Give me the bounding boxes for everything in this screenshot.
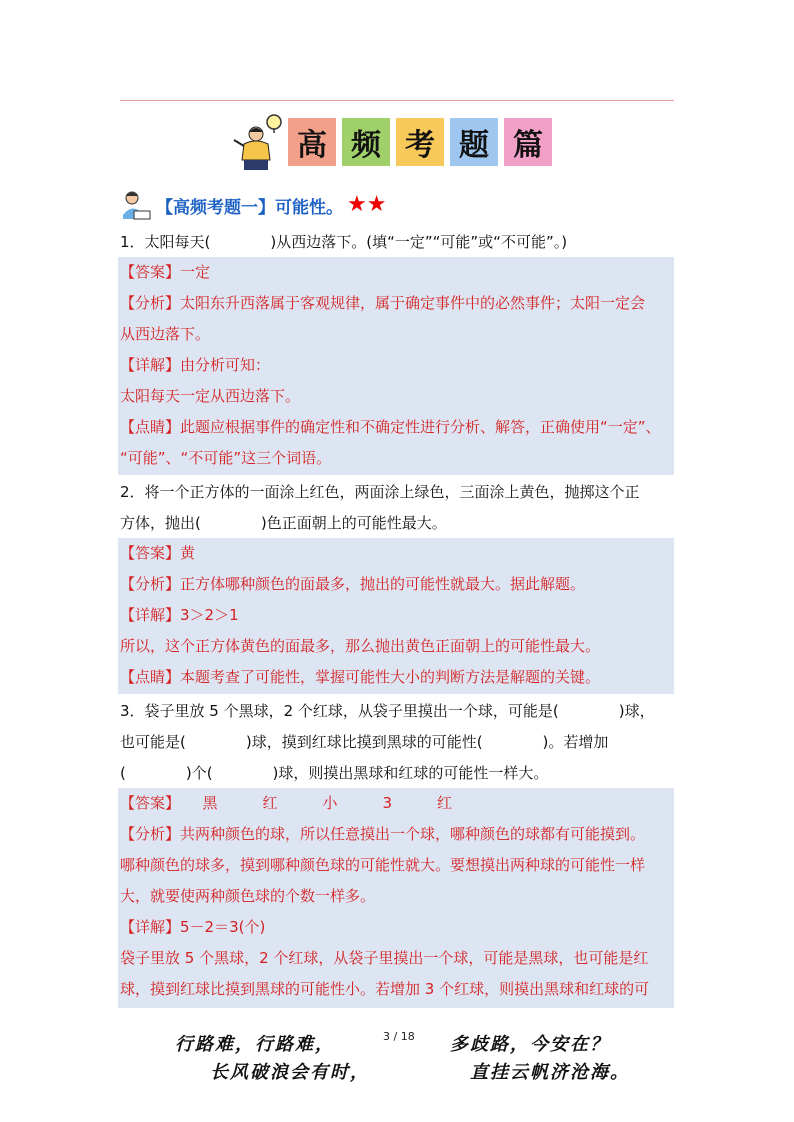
point-line: “可能”、“不可能”这三个词语。: [120, 449, 332, 467]
footer-poem-line: 行路难，行路难，: [175, 1034, 335, 1055]
section-heading: [118, 188, 386, 222]
detail-line: 【详解】由分析可知：: [120, 356, 271, 374]
banner-char: 篇: [504, 118, 552, 166]
detail-line: 【详解】3＞2＞1: [120, 606, 239, 624]
footer-poem-line: 长风破浪会有时，: [210, 1062, 370, 1083]
question-text: 1．太阳每天( )从西边落下。(填“一定”“可能”或“不可能”。): [120, 233, 568, 251]
question-text: 3．袋子里放 5 个黑球，2 个红球，从袋子里摸出一个球，可能是( )球，: [120, 702, 655, 720]
answer-line: 【答案】 黑 红 小 3 红: [120, 794, 453, 812]
section-title: 【高频考题一】可能性。: [156, 197, 343, 218]
point-line: 【点睛】此题应根据事件的确定性和不确定性进行分析、解答，正确使用“一定”、: [120, 418, 661, 436]
point-line: 【点睛】本题考查了可能性，掌握可能性大小的判断方法是解题的关键。: [120, 668, 601, 686]
rating-stars: [347, 194, 386, 216]
top-rule: [120, 100, 674, 101]
question-1: [120, 227, 674, 258]
footer-poem-line: 直挂云帆济沧海。: [470, 1062, 630, 1083]
answer-block-1: [118, 257, 674, 475]
question-text: 也可能是( )球，摸到红球比摸到黑球的可能性( )。若增加: [120, 733, 609, 751]
detail-line: 所以，这个正方体黄色的面最多，那么抛出黄色正面朝上的可能性最大。: [120, 637, 601, 655]
question-text: 方体，抛出( )色正面朝上的可能性最大。: [120, 514, 447, 532]
question-text: 2．将一个正方体的一面涂上红色，两面涂上绿色，三面涂上黄色，抛掷这个正: [120, 483, 640, 501]
question-text: ( )个( )球，则摸出黑球和红球的可能性一样大。: [120, 764, 549, 782]
banner-char: 高: [288, 118, 336, 166]
analysis-line: 【分析】共两种颜色的球，所以任意摸出一个球，哪种颜色的球都有可能摸到。: [120, 825, 646, 843]
question-3: [120, 696, 674, 789]
analysis-line: 大，就要使两种颜色球的个数一样多。: [120, 887, 376, 905]
analysis-line: 从西边落下。: [120, 325, 211, 343]
answer-block-3: [118, 788, 674, 1008]
banner: [230, 112, 558, 172]
detail-line: 太阳每天一定从西边落下。: [120, 387, 301, 405]
star-icon: ★: [366, 192, 387, 217]
page-number: 3 / 18: [383, 1030, 415, 1043]
answer-block-2: [118, 538, 674, 694]
footer-poem-line: 多歧路，今安在？: [450, 1034, 610, 1055]
student-writing-icon: [118, 189, 152, 221]
star-icon: ★: [347, 192, 367, 217]
analysis-line: 【分析】正方体哪种颜色的面最多，抛出的可能性就最大。据此解题。: [120, 575, 586, 593]
detail-line: 袋子里放 5 个黑球，2 个红球，从袋子里摸出一个球，可能是黑球，也可能是红: [120, 949, 649, 967]
banner-char: 频: [342, 118, 390, 166]
question-2: [120, 477, 674, 539]
banner-char: 题: [450, 118, 498, 166]
banner-char: 考: [396, 118, 444, 166]
thinking-person-icon: [230, 112, 286, 172]
detail-line: 球，摸到红球比摸到黑球的可能性小。若增加 3 个红球，则摸出黑球和红球的可: [120, 980, 650, 998]
answer-line: 【答案】一定: [120, 263, 211, 281]
analysis-line: 【分析】太阳东升西落属于客观规律，属于确定事件中的必然事件；太阳一定会: [120, 294, 646, 312]
detail-line: 【详解】5－2＝3(个): [120, 918, 266, 936]
analysis-line: 哪种颜色的球多，摸到哪种颜色球的可能性就大。要想摸出两种球的可能性一样: [120, 856, 646, 874]
answer-line: 【答案】黄: [120, 544, 196, 562]
